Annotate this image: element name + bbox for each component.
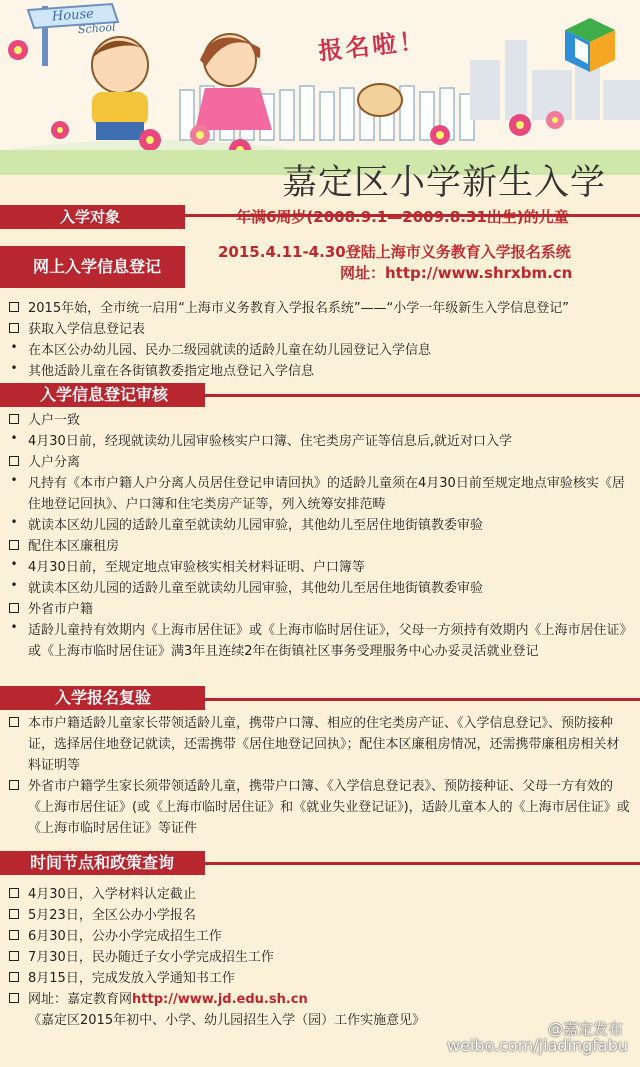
- section-timeline-label: 时间节点和政策查询: [0, 851, 205, 875]
- weibo-handle: @嘉定发布: [548, 1020, 624, 1038]
- list-item-text: 外省市户籍学生家长须带领适龄儿童，携带户口簿、《入学信息登记表》、预防接种证、父母一方有效的《上海市居住证》(或《上海市临时居住证》和《就业失业登记证》)，适龄儿童本人的《上海市居住证》或《上海市临时居住证》等证件: [28, 779, 630, 836]
- sign-house-text: House: [51, 6, 95, 25]
- square-bullet-icon: [0, 884, 28, 902]
- policy-text: 《嘉定区2015年初中、小学、幼儿园招生入学（园）工作实施意见》: [28, 1013, 426, 1028]
- list-item: [0, 515, 640, 536]
- page-title: 嘉定区小学新生入学: [282, 163, 607, 200]
- square-bullet-icon: [0, 410, 28, 428]
- list-item: [0, 947, 640, 968]
- list-item: [0, 452, 640, 473]
- section-review-label: 入学信息登记审核: [0, 383, 205, 407]
- review-list: [0, 410, 640, 662]
- site-prefix: 网址：嘉定教育网: [28, 992, 133, 1007]
- dot-bullet-icon: [0, 515, 28, 530]
- square-bullet-icon: [0, 905, 28, 923]
- section-target-label: 入学对象: [0, 205, 185, 229]
- list-item: [0, 431, 640, 452]
- list-item-text: 配住本区廉租房: [28, 539, 120, 554]
- list-item: [0, 473, 640, 515]
- square-bullet-icon: [0, 536, 28, 554]
- reg-dates: 2015.4.11-4.30登陆上海市义务教育入学报名系统: [218, 243, 571, 261]
- list-item: [0, 578, 640, 599]
- list-item: [0, 713, 640, 776]
- site-link[interactable]: http://www.jd.edu.sh.cn: [132, 992, 308, 1007]
- list-item: [0, 1010, 640, 1031]
- online-reg-list: [0, 298, 640, 382]
- list-item-text: 4月30日，入学材料认定截止: [28, 887, 196, 902]
- list-item: [0, 557, 640, 578]
- dot-bullet-icon: [0, 431, 28, 446]
- list-item-text: 外省市户籍: [28, 602, 94, 617]
- section-recheck-label: 入学报名复验: [0, 686, 205, 710]
- timeline-extra: [0, 989, 640, 1031]
- square-bullet-icon: [0, 713, 28, 731]
- list-item: [0, 298, 640, 319]
- timeline-list: [0, 884, 640, 989]
- list-item: [0, 361, 640, 382]
- list-item-text: 6月30日，公办小学完成招生工作: [28, 929, 222, 944]
- dot-bullet-icon: [0, 473, 28, 488]
- list-item-text: 在本区公办幼儿园、民办二级园就读的适龄儿童在幼儿园登记入学信息: [28, 343, 432, 358]
- square-bullet-icon: [0, 298, 28, 316]
- reg-url[interactable]: 网址：http://www.shrxbm.cn: [340, 264, 573, 282]
- section-online-reg-label: 网上入学信息登记: [0, 246, 185, 288]
- square-bullet-icon: [0, 947, 28, 965]
- square-bullet-icon: [0, 968, 28, 986]
- square-bullet-icon: [0, 926, 28, 944]
- list-item-text: 7月30日，民办随迁子女小学完成招生工作: [28, 950, 274, 965]
- square-bullet-icon: [0, 776, 28, 794]
- list-item: [0, 926, 640, 947]
- list-item-text: 就读本区幼儿园的适龄儿童至就读幼儿园审验，其他幼儿至居住地街镇教委审验: [28, 518, 484, 533]
- square-bullet-icon: [0, 452, 28, 470]
- target-text: 年满6周岁(2008.9.1—2009.8.31出生)的儿童: [236, 208, 569, 226]
- list-item-text: 人户一致: [28, 413, 81, 428]
- list-item: [0, 905, 640, 926]
- dot-bullet-icon: [0, 361, 28, 376]
- list-item-text: 就读本区幼儿园的适龄儿童至就读幼儿园审验，其他幼儿至居住地街镇教委审验: [28, 581, 484, 596]
- list-item: [0, 989, 640, 1010]
- header-banner: [0, 0, 640, 200]
- list-item: [0, 599, 640, 620]
- square-bullet-icon: [0, 319, 28, 337]
- list-item: [0, 884, 640, 905]
- list-item-text: 4月30日前，经现就读幼儿园审验核实户口簿、住宅类房产证等信息后,就近对口入学: [28, 434, 512, 449]
- list-item-text: 本市户籍适龄儿童家长带领适龄儿童，携带户口簿、相应的住宅类房产证、《入学信息登记》、预防接种证，选择居住地登记就读，还需携带《居住地登记回执》；配住本区廉租房情况，还需携带廉租房相关材料证明等: [28, 716, 620, 773]
- list-item-text: 凡持有《本市户籍人户分离人员居住登记申请回执》的适龄儿童须在4月30日前至规定地点审验核实《居住地登记回执》、户口簿和住宅类房产证等，列入统筹安排范畴: [28, 476, 625, 512]
- weibo-url: weibo.com/jiadingfabu: [446, 1036, 628, 1055]
- list-item: [0, 968, 640, 989]
- list-item: [0, 776, 640, 839]
- list-item-text: 4月30日前，至规定地点审验核实相关材料证明、户口簿等: [28, 560, 365, 575]
- list-item-text: 5月23日，全区公办小学报名: [28, 908, 196, 923]
- recheck-list: [0, 713, 640, 839]
- dot-bullet-icon: [0, 557, 28, 572]
- list-item: [0, 340, 640, 361]
- list-item: [0, 620, 640, 662]
- list-item-text: 人户分离: [28, 455, 81, 470]
- list-item: [0, 319, 640, 340]
- enroll-tag: 报名啦！: [316, 25, 428, 66]
- square-bullet-icon: [0, 599, 28, 617]
- list-item-text: 2015年始，全市统一启用“上海市义务教育入学报名系统”——“小学一年级新生入学信息登记”: [28, 301, 570, 316]
- dot-bullet-icon: [0, 620, 28, 635]
- list-item: [0, 536, 640, 557]
- list-item-text: 其他适龄儿童在各街镇教委指定地点登记入学信息: [28, 364, 315, 379]
- dot-bullet-icon: [0, 578, 28, 593]
- sign-school-text: School: [77, 20, 116, 37]
- square-bullet-icon: [0, 989, 28, 1007]
- dot-bullet-icon: [0, 340, 28, 355]
- list-item-text: 适龄儿童持有效期内《上海市居住证》或《上海市临时居住证》，父母一方须持有效期内《上海市居住证》或《上海市临时居住证》满3年且连续2年在街镇社区事务受理服务中心办妥灵活就业登记: [28, 623, 627, 659]
- list-item-text: 8月15日，完成发放入学通知书工作: [28, 971, 235, 986]
- list-item-text: 获取入学信息登记表: [28, 322, 146, 337]
- list-item: [0, 410, 640, 431]
